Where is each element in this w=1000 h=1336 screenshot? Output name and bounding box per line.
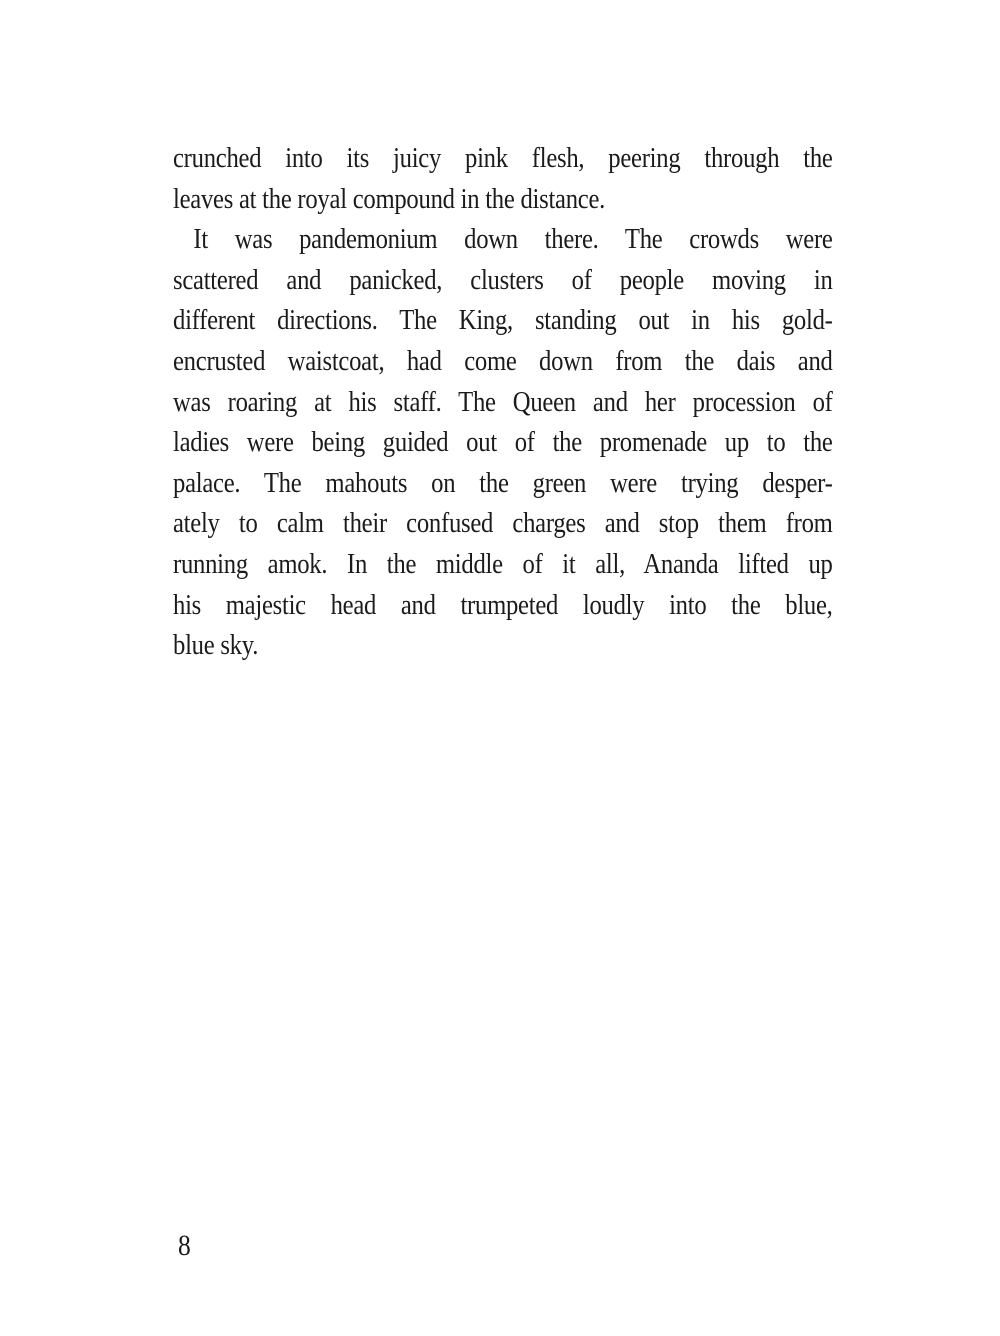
text-line: ladies were being guided out of the promenade up to the [173, 426, 833, 459]
text-line: palace. The mahouts on the green were trying desper- [173, 466, 833, 499]
body-text [173, 138, 833, 666]
text-line: encrusted waistcoat, had come down from the dais and [173, 344, 833, 377]
paragraph [173, 219, 833, 666]
text-line: It was pandemonium down there. The crowds were [193, 223, 833, 256]
text-line: ately to calm their confused charges and stop them from [173, 507, 833, 540]
text-line: blue sky. [173, 629, 259, 662]
text-line: different directions. The King, standing out in his gold- [173, 304, 833, 337]
text-line: was roaring at his staff. The Queen and her procession of [173, 385, 833, 418]
page-number: 8 [178, 1229, 191, 1262]
text-line: leaves at the royal compound in the distance. [173, 182, 606, 215]
paragraph [173, 138, 833, 219]
text-line: running amok. In the middle of it all, Ananda lifted up [173, 547, 833, 580]
text-line: scattered and panicked, clusters of people moving in [173, 263, 833, 296]
text-line: his majestic head and trumpeted loudly into the blue, [173, 588, 833, 621]
text-line: crunched into its juicy pink flesh, peering through the [173, 142, 833, 174]
